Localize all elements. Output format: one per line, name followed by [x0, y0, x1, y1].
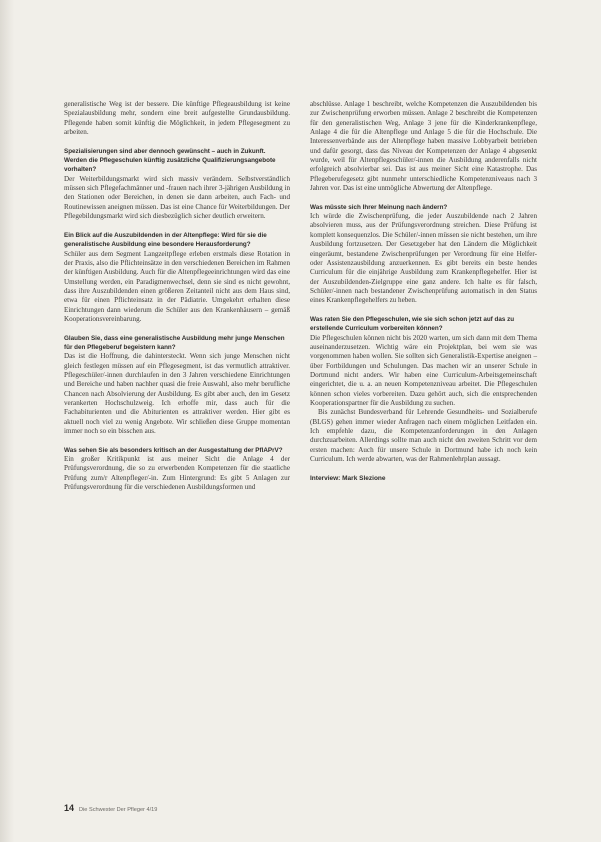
interview-answer: Der Weiterbildungsmarkt wird sich massiv verändern. Selbstverständlich müssen sich Pflegefachmänner und -frauen nach ihrer 3-jährigen Ausbildung in den Stationen oder Bereichen, in denen sie dann arbeiten, auch Fach- und Routinewissen aneignen müssen. Das ist eine Chance für Weiterbildungen. Der Pflegebildungsmarkt wird sich diesbezüglich sicher deutlich erweitern.: [64, 174, 290, 221]
interview-answer: Die Pflegeschulen können nicht bis 2020 warten, um sich dann mit dem Thema auseinanderzusetzen. Wichtig wäre ein Projektplan, bei wem sie was vorgenommen haben wollen. Sie sollten sich Generalistik-Expertise aneignen – über Fortbildungen und Schulungen. Das machen wir an unserer Schule in Dortmund nicht anders. Wir haben eine Curriculum-Arbeitsgemeinschaft eingerichtet, die u. a. an neuen Kompetenzniveau arbeitet. Die Pflegeschulen können schon vieles vorbereiten. Dazu gehört auch, sich die entsprechenden Kooperationspartner für die Ausbildung zu suchen.: [310, 333, 537, 407]
page-footer: [64, 803, 157, 813]
interview-question: Was müsste sich Ihrer Meinung nach ändern?: [310, 203, 448, 211]
interview-answer: abschlüsse. Anlage 1 beschreibt, welche Kompetenzen die Auszubildenden bis zur Zwischenprüfung erworben müssen. Anlage 2 beschreibt die Kompetenzen für den generalistischen Weg, Anlage 3 jene für die Kinderkrankenpflege, Anlage 4 die für die Altenpflege und Anlage 5 die für die Hochschule. Die Interessenverbände aus der Altenpflege haben massive Lobbyarbeit betrieben und dafür gesorgt, dass das Niveau der Kompetenzen der Anlage 4 abgesenkt wurde, weil für Altenpflegeschüler/-innen die Ausbildung anderenfalls nicht erfolgreich absolvierbar sei. Das ist aus meiner Sicht eine Katastrophe. Das Pflegeberufegesetz gibt nunmehr unterschiedliche Kompetenzniveaus nach 3 Jahren vor. Das ist eine unmögliche Abwertung der Altenpflege.: [310, 100, 537, 193]
publication-name: Die Schwester Der Pfleger 4/19: [79, 807, 158, 813]
interview-answer: Bis zunächst Bundesverband für Lehrende Gesundheits- und Sozialberufe (BLGS) gehen immer wieder Anfragen nach einem möglichen Leitfaden ein. Ich empfehle dazu, die Kompetenzanforderungen in den Anlagen durchzuarbeiten. Allerdings sollte man auch nicht den zweiten Schritt vor dem ersten machen: Auch für unsere Schule in Dortmund habe ich noch kein Curriculum. Ich werde abwarten, was der Rahmenlehrplan aussagt.: [310, 408, 537, 464]
interview-answer: Ein großer Kritikpunkt ist aus meiner Sicht die Anlage 4 der Prüfungsverordnung, die so zu erwerbenden Kompetenzen für die staatliche Prüfung zum/r Altenpfleger/-in. Zum Hintergrund: Es gibt 5 Anlagen zur Prüfungsverordnung für die verschiedenen Ausbildungsformen und: [64, 455, 290, 492]
interview-answer: Schüler aus dem Segment Langzeitpflege erleben erstmals diese Rotation in der Praxis, also die Pflichteinsätze in den verschiedenen Bereichen im Rahmen der künftigen Ausbildung. Auch für die Altenpflegeeinrichtungen wird das eine Umstellung werden, ein Paradigmenwechsel, denn sie sind es nicht gewohnt, dass ihre Auszubildenden einen größeren Zeitanteil nicht aus dem Haus sind, etwa für einen Pflichteinsatz in der Pädiatrie. Umgekehrt erhalten diese Einrichtungen dann wiederum die Schüler aus den Krankenhäusern – gemäß Kooperationsvereinbarung.: [64, 249, 290, 323]
interviewer-credit: Interview: Mark Slezione: [310, 474, 386, 482]
right-column: [310, 100, 537, 483]
interview-answer: Das ist die Hoffnung, die dahintersteckt. Wenn sich junge Menschen nicht gleich festlegen müssen auf ein Pflegesegment, ist das vermutlich attraktiver. Pflegeschüler/-innen durchlaufen in den 3 Jahren verschiedene Einrichtungen und Bereiche und haben nachher quasi die freie Auswahl, also mehr berufliche Chancen nach Absolvierung der Ausbildung. Es gibt aber auch, den im Gesetz verankerten Hochschulzweig. Ich erhoffe mir, dass auch für die Fachabiturienten und die Abiturienten es attraktiver werden. Hier gibt es aktuell noch viel zu wenig Angebote. Wir schließen diese Gruppe momentan immer noch so ein bisschen aus.: [64, 352, 290, 436]
interview-question: Spezialisierungen sind aber dennoch gewünscht – auch in Zukunft. Werden die Pflegeschulen künftig zusätzliche Qualifizierungsangebote vorhalten?: [64, 147, 276, 174]
page-number: 14: [64, 803, 75, 813]
left-column: [64, 100, 290, 492]
interview-question: Ein Blick auf die Auszubildenden in der Altenpflege: Wird für sie die generalistische Ausbildung eine besondere Herausforderung?: [64, 231, 267, 249]
interview-question: Glauben Sie, dass eine generalistische Ausbildung mehr junge Menschen für den Pflegeberuf begeistern kann?: [64, 334, 285, 351]
interview-answer: Ich würde die Zwischenprüfung, die jeder Auszubildende nach 2 Jahren absolvieren muss, aus der Prüfungsverordnung streichen. Diese Prüfung ist komplett konsequenzlos. Die Schüler/-innen müssen sie nicht bestehen, um ihre Ausbildung fortzusetzen. Der Gesetzgeber hat den Ländern die Möglichkeit eingeräumt, bestandene Zwischenprüfungen per Verordnung für eine Helfer- oder Assistenzausbildung anzuerkennen. Es gibt bereits ein beste hendes Curriculum für die einjährige Ausbildung zum Krankenpflegehelfer. Hier ist der Auszubildenden-Zielgruppe eine ganz andere. Ich halte es für falsch, Schüler/-innen nach bestandener Zwischenprüfung automatisch in den Status eines Krankenpflegehelfers zu heben.: [310, 212, 537, 305]
interview-question: Was raten Sie den Pflegeschulen, wie sie sich schon jetzt auf das zu erstellende Curriculum vorbereiten können?: [310, 315, 515, 333]
paragraph: generalistische Weg ist der bessere. Die künftige Pflegeausbildung ist keine Spezialausbildung mehr, sondern eine breit aufgestellte Grundausbildung. Pflegende haben somit künftig die Möglichkeit, in jedem Pflegesegment zu arbeiten.: [64, 100, 290, 137]
interview-question: Was sehen Sie als besonders kritisch an der Ausgestaltung der PflAPrV?: [64, 446, 283, 454]
page-edge-shadow: [0, 0, 14, 842]
